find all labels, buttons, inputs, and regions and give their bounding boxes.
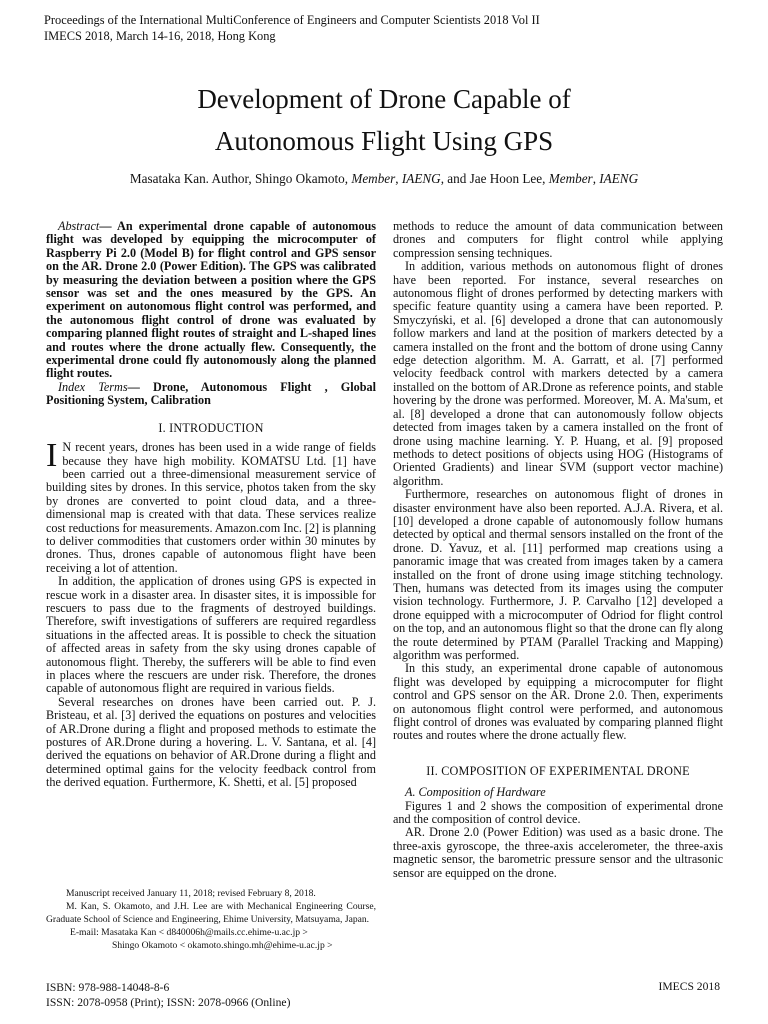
footnote-email-1: E-mail: Masataka Kan < d840006h@mails.cc.ehime-u.ac.jp > [70,927,308,938]
abstract-dash: — [99,219,118,233]
intro-paragraph-4: In addition, various methods on autonomous flight of drones have been reported. For instance, several researches on autonomous flight of drones performed by detecting markers with specific feature quantity using a camera have been reported. P. Smyczyński, et al. [6] developed a drone that can autonomously follow markers and land at the position of markers detected by a camera installed on the front and the bottom of drone using Canny edge detection algorithm. M. A. Garratt, et al. [7] performed velocity feedback control with markers detected by a camera installed on the bottom of AR.Drone as reference points, and stable hovering by the drone was performed. Moreover, M. A. Ma'sum, et al. [8] developed a drone that can autonomously follow objects detected from images taken by a camera installed on the front of drone using machine learning. Y. P. Huang, et al. [9] proposed methods to detect positions of objects using HOG (Histograms of Oriented Gradients) and linear SVM (support vector machine) algorithm. [393,259,723,488]
section-2-paragraph-1: Figures 1 and 2 shows the composition of experimental drone and the composition of control device. [393,798,723,827]
index-terms [46,381,376,408]
abstract-text: An experimental drone capable of autonomous flight was developed by equipping the microcomputer of Raspberry Pi 2.0 (Model B) for flight control and GPS sensor on the AR. Drone 2.0 (Power Edition). The GPS was calibrated by measuring the deviation between a position where the GPS sensor was set and the ones measured by the GPS. An experiment on autonomous flight control was performed, and the autonomous flight control of drone was evaluated by comparing planned flight routes of straight and L-shaped lines and routes where the drone actually flew. Consequently, the experimental drone could fly autonomously along the planned flight routes. [46,219,376,381]
index-terms-label: Index Terms [58,379,128,394]
author-2-role: Member [548,171,593,186]
right-column [393,220,723,880]
author-line [40,170,728,188]
intro-paragraph-1-text: N recent years, drones has been used in a wide range of fields because they have high mobility. KOMATSU Ltd. [1] have been carried out a three-dimensional measurement service of building sites by drones. In this service, photos taken from the sky by drones are converted to point cloud data, and a three-dimensional map is created with that data. These services realize cost reductions for measurements. Amazon.com Inc. [2] is planning to deliver commodities that customers order within 30 minutes by drones. Thus, drones capable of autonomous flight have been receiving a lot of attention. [46,440,376,575]
abstract [46,220,376,381]
abstract-label: Abstract [58,219,100,233]
intro-paragraph-2: In addition, the application of drones using GPS is expected in rescue work in a disaster area. In disaster sites, it is impossible for rescuers to pass due to the fragments of destroyed buildings. Therefore, swift investigations of sufferers are required regardless situations in the affected areas. It is possible to check the situation of affected areas in safety from the sky using drones capable of autonomous flight. Thereby, the sufferers will be able to find even in places where the rescuers are under risk. Therefore, the drones capable of autonomous flight are required in various fields. [46,574,376,696]
index-terms-dash: — [127,379,153,394]
author-1: Masataka Kan. Author, Shingo Okamoto, [129,171,352,186]
isbn: ISBN: 978-988-14048-8-6 [46,981,170,994]
footnotes [46,887,376,952]
drop-cap: I [46,437,58,475]
intro-paragraph-5: Furthermore, researches on autonomous flight of drones in disaster environment have also been reported. A.J.A. Rivera, et al. [10] developed a drone capable of autonomously follow humans detected by optical and thermal sensors installed on the front of the drone. D. Yavuz, et al. [11] performed map creations using a panoramic image that was created from images taken by a camera installed on the front of drone using image stitching technology. Then, humans was detected from its images using the computer vision technology. Furthermore, J. P. Carvalho [12] developed a drone equipped with a microcomputer of Odriod for flight control on the top, and an autonomous flight so that the drone can fly along the route determined by PTAM (Parallel Tracking and Mapping) algorithm was performed. [393,487,723,662]
author-1-role: Member [351,171,396,186]
author-2-org: IAENG [599,171,639,186]
issn: ISSN: 2078-0958 (Print); ISSN: 2078-0966 (Online) [46,996,291,1009]
intro-paragraph-3: Several researches on drones have been carried out. P. J. Bristeau, et al. [3] derived the equations on postures and velocities of AR.Drone during a flight and proposed methods to estimate the postures of AR.Drone during a hovering. L. V. Santana, et al. [4] derived the equations on behavior of AR.Drone during a flight and determined optimal gains for the velocity feedback control from the derived equation. Furthermore, K. Shetti, et al. [5] proposed [46,694,376,790]
footnote-received: Manuscript received January 11, 2018; revised February 8, 2018. [66,888,316,899]
author-sep: , [395,171,402,186]
title-line-2: Autonomous Flight Using GPS [214,126,554,156]
isbn-block [46,980,290,1010]
index-terms-text: Drone, Autonomous Flight , Global Positioning System, Calibration [46,379,377,408]
footnote-affiliation: M. Kan, S. Okamoto, and J.H. Lee are with Mechanical Engineering Course, Graduate School of Science and Engineering, Ehime University, Matsuyama, Japan. [46,901,376,925]
intro-paragraph-3-cont: methods to reduce the amount of data communication between drones and computers for flight control while applying compression sensing techniques. [393,219,723,260]
intro-paragraph-1 [46,437,376,575]
section-2-heading: II. COMPOSITION OF EXPERIMENTAL DRONE [426,763,690,778]
section-1-heading: I. INTRODUCTION [158,420,264,435]
intro-paragraph-6: In this study, an experimental drone capable of autonomous flight was developed by equipping a microcomputer for flight control and GPS sensor on the AR. Drone 2.0. Then, experiments on autonomous flight control were performed, and autonomous flight control of drones was evaluated by comparing planned flight routes and routes where the drone actually flew. [393,661,723,743]
author-1-org: IAENG [401,171,441,186]
author-2: , and Jae Hoon Lee, [440,171,549,186]
section-2-paragraph-2: AR. Drone 2.0 (Power Edition) was used as a basic drone. The three-axis gyroscope, the three-axis accelerometer, the three-axis magnetic sensor, the barometric pressure sensor and the ultrasonic sensor are equipped on the drone. [393,825,723,880]
footer-conference: IMECS 2018 [658,980,720,993]
author-sep-2: , [592,171,600,186]
header-proceedings: Proceedings of the International MultiConference of Engineers and Computer Scientists 2018 Vol II [44,13,540,27]
left-column [46,220,376,790]
title-line-1: Development of Drone Capable of [197,84,571,114]
running-header [44,12,540,44]
subsection-a-heading: A. Composition of Hardware [405,785,546,800]
paper-title [60,78,708,162]
header-conference: IMECS 2018, March 14-16, 2018, Hong Kong [44,29,276,43]
footnote-email-2: Shingo Okamoto < okamoto.shingo.mh@ehime-u.ac.jp > [112,940,333,951]
